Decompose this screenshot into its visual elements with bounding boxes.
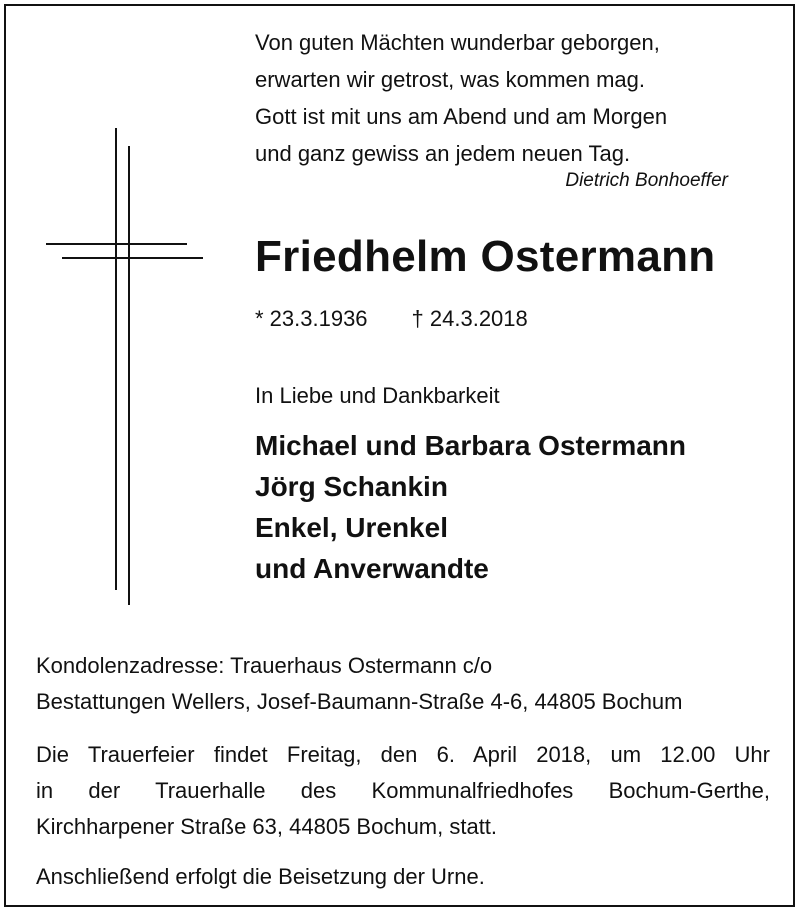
death-date: † 24.3.2018 xyxy=(411,306,528,331)
mourner-name: Michael und Barbara Ostermann xyxy=(255,430,687,461)
life-dates xyxy=(255,306,528,332)
mourner-name: Enkel, Urenkel xyxy=(255,512,448,543)
poem-line: erwarten wir getrost, was kommen mag. xyxy=(255,67,646,92)
funeral-line: Kirchharpener Straße 63, 44805 Bochum, statt. xyxy=(36,814,498,839)
info-section xyxy=(36,648,770,895)
poem-line: Von guten Mächten wunderbar geborgen, xyxy=(255,30,660,55)
cross-icon xyxy=(0,0,230,620)
poem-author: Dietrich Bonhoeffer xyxy=(565,170,728,191)
poem-line: Gott ist mit uns am Abend und am Morgen xyxy=(255,104,668,129)
condolence-line: Bestattungen Wellers, Josef-Baumann-Straße 4-6, 44805 Bochum xyxy=(36,689,683,714)
birth-date: * 23.3.1936 xyxy=(255,306,368,331)
deceased-name: Friedhelm Ostermann xyxy=(255,232,716,281)
intro-line: In Liebe und Dankbarkeit xyxy=(255,383,500,408)
poem-line: und ganz gewiss an jedem neuen Tag. xyxy=(255,141,631,166)
funeral-line: in der Trauerhalle des Kommunalfriedhofes Bochum-Gerthe, xyxy=(36,778,770,803)
mourner-name: Jörg Schankin xyxy=(255,471,448,502)
funeral-line: Die Trauerfeier findet Freitag, den 6. April 2018, um 12.00 Uhr xyxy=(36,742,770,767)
condolence-line: Kondolenzadresse: Trauerhaus Ostermann c/o xyxy=(36,653,493,678)
mourner-name: und Anverwandte xyxy=(255,553,489,584)
condolence-address xyxy=(36,648,770,720)
urn-burial-note: Anschließend erfolgt die Beisetzung der Urne. xyxy=(36,864,485,889)
mourners-list xyxy=(255,425,686,589)
poem xyxy=(255,24,667,172)
funeral-details xyxy=(36,737,770,845)
